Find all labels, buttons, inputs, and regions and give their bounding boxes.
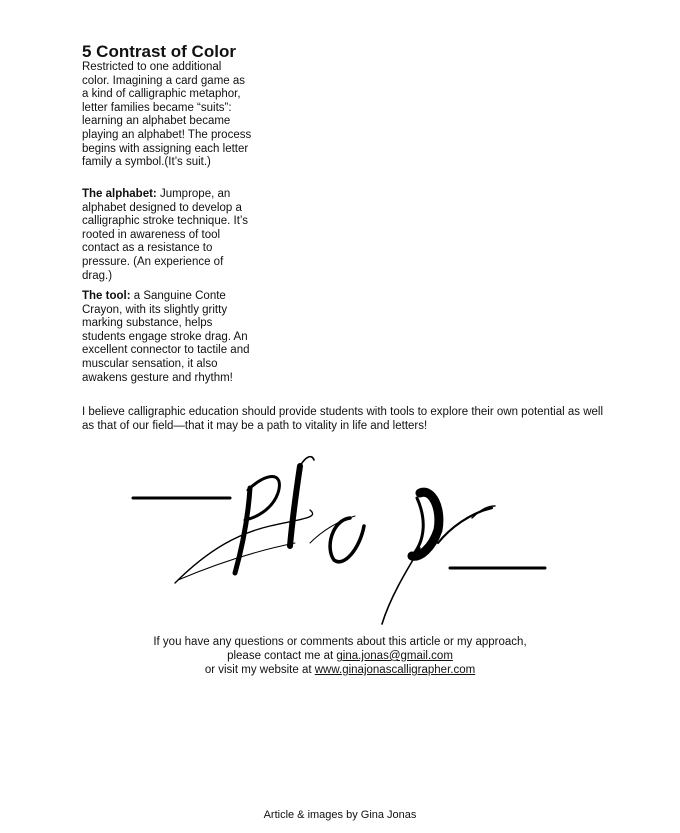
alphabet-lead: The alphabet: bbox=[82, 188, 157, 200]
contact-block bbox=[120, 635, 560, 677]
contact-line-2 bbox=[120, 649, 560, 663]
play-calligraphy-icon bbox=[120, 448, 560, 633]
contact-email-prefix: please contact me at bbox=[227, 650, 337, 662]
tool-paragraph bbox=[82, 290, 252, 385]
alphabet-text: Jumprope, an alphabet designed to develop a calligraphic stroke technique. It’s rooted in awareness of tool contact as a resistance to pressure. (An experience of drag.) bbox=[82, 188, 248, 282]
intro-paragraph: Restricted to one additional color. Imagining a card game as a kind of calligraphic metaphor, letter families became “suits”: learning an alphabet became playing an alphabet! The process begins with assigning each letter family a symbol.(It’s suit.) bbox=[82, 61, 252, 169]
tool-lead: The tool: bbox=[82, 290, 131, 302]
contact-website-prefix: or visit my website at bbox=[204, 664, 315, 676]
alphabet-paragraph bbox=[82, 188, 252, 283]
contact-line-1: If you have any questions or comments about this article or my approach, bbox=[153, 636, 527, 648]
website-link[interactable]: www.ginajonascalligrapher.com bbox=[314, 664, 476, 676]
article-title: 5 Contrast of Color bbox=[82, 42, 236, 61]
tool-text: a Sanguine Conte Crayon, with its slightly gritty marking substance, helps students engage stroke drag. An excellent connector to tactile and muscular sensation, it also awakens gesture and rhythm! bbox=[82, 290, 250, 384]
belief-paragraph: I believe calligraphic education should provide students with tools to explore their own potential as well as that of our field—that it may be a path to vitality in life and letters! bbox=[82, 406, 603, 432]
contact-line-3 bbox=[120, 663, 560, 677]
image-credit: Article & images by Gina Jonas bbox=[263, 809, 417, 821]
email-link[interactable]: gina.jonas@gmail.com bbox=[336, 650, 453, 662]
